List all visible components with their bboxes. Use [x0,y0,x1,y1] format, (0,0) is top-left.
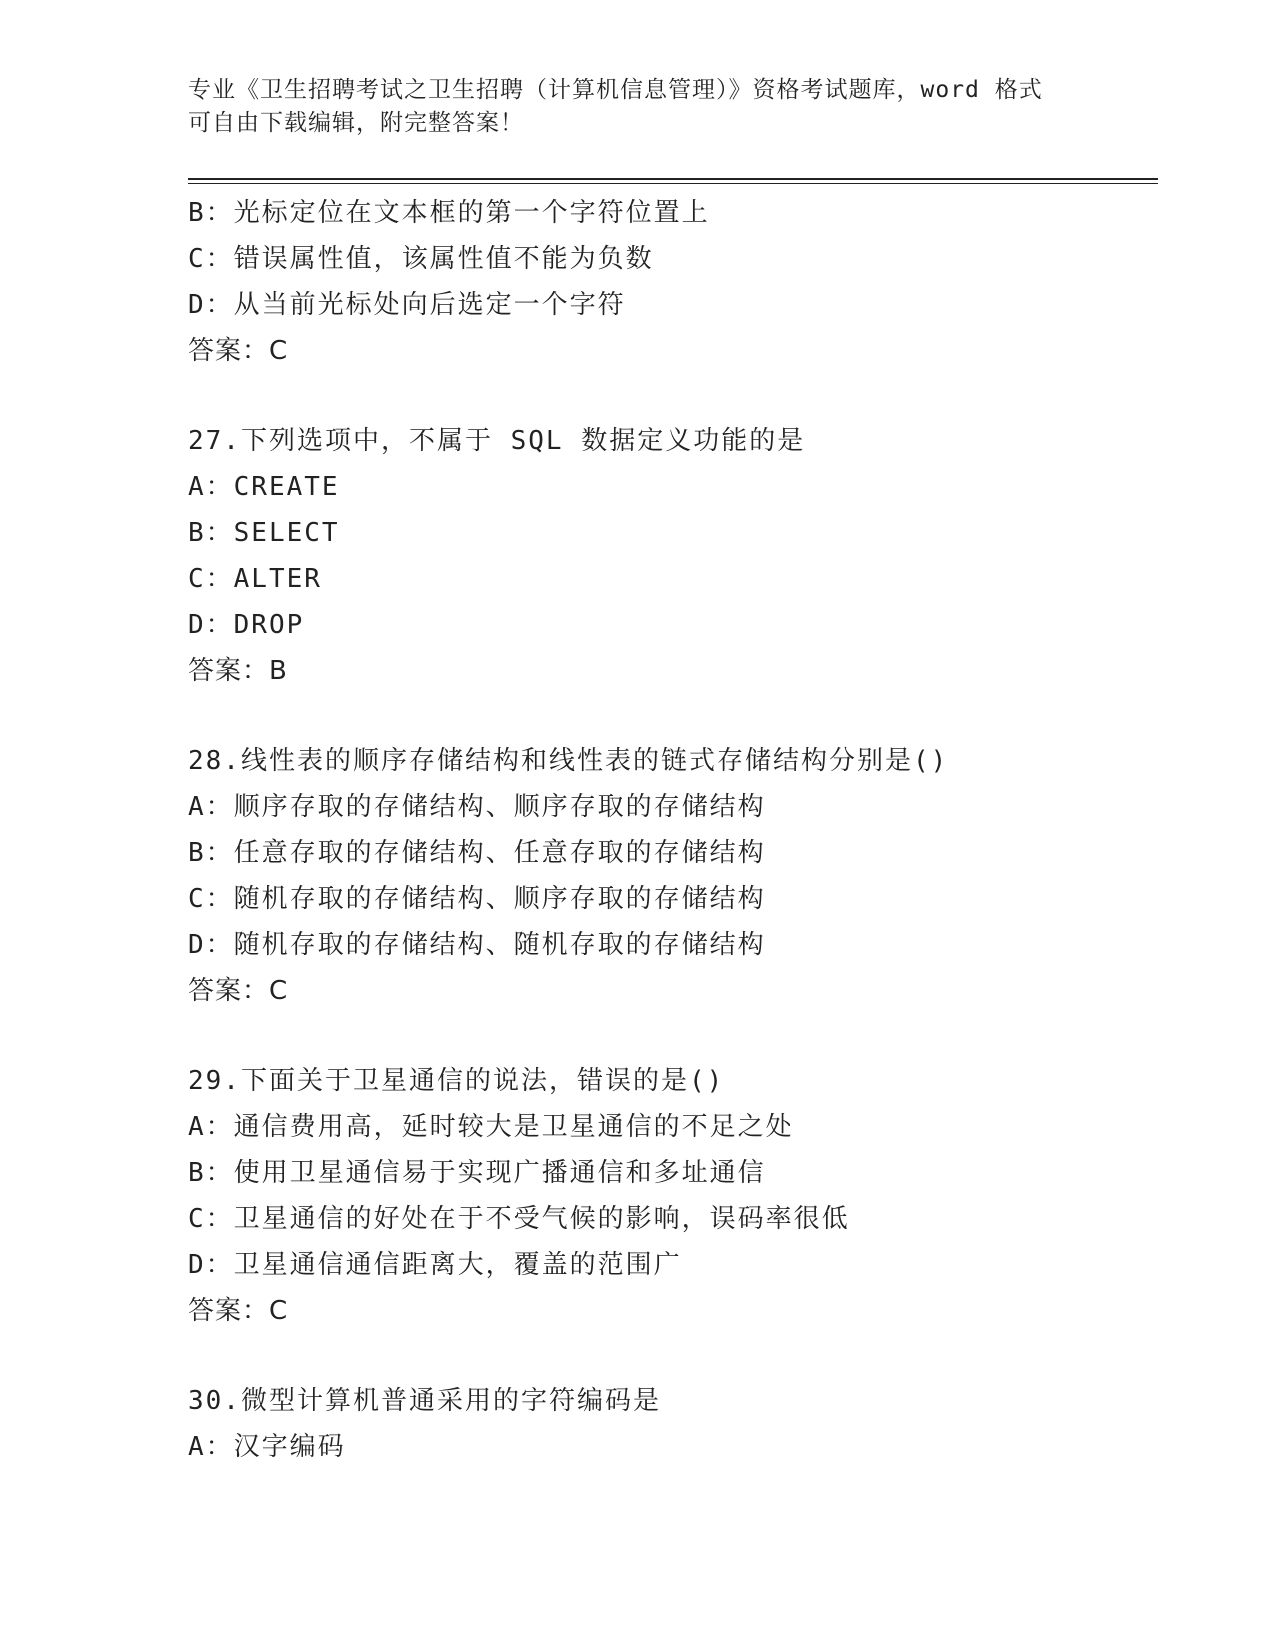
option-b: B：光标定位在文本框的第一个字符位置上 [188,198,710,228]
question-block-29 [188,1058,1168,1334]
question-content [188,190,1168,1470]
option-d: D：从当前光标处向后选定一个字符 [188,290,626,320]
question-stem: 30.微型计算机普通采用的字符编码是 [188,1386,661,1416]
question-spacer [188,694,1168,738]
option-c: C：卫星通信的好处在于不受气候的影响，误码率很低 [188,1204,850,1234]
question-stem: 27.下列选项中，不属于 SQL 数据定义功能的是 [188,426,806,456]
question-stem: 28.线性表的顺序存储结构和线性表的链式存储结构分别是() [188,746,949,776]
header-divider-thick [188,178,1158,180]
question-block-27 [188,418,1168,694]
question-spacer [188,1014,1168,1058]
option-a: A：通信费用高，延时较大是卫星通信的不足之处 [188,1112,794,1142]
option-c: C：随机存取的存储结构、顺序存取的存储结构 [188,884,766,914]
option-a: A：顺序存取的存储结构、顺序存取的存储结构 [188,792,766,822]
answer-line: 答案：C [188,336,289,366]
answer-line: 答案：B [188,656,288,686]
header-line-2: 可自由下载编辑，附完整答案！ [188,110,524,136]
option-d: D：随机存取的存储结构、随机存取的存储结构 [188,930,766,960]
option-b: B：SELECT [188,518,340,548]
question-block-26-continued [188,190,1168,374]
answer-line: 答案：C [188,1296,289,1326]
question-spacer [188,374,1168,418]
option-a: A：CREATE [188,472,340,502]
option-b: B：任意存取的存储结构、任意存取的存储结构 [188,838,766,868]
question-spacer [188,1334,1168,1378]
option-d: D：DROP [188,610,305,640]
option-a: A：汉字编码 [188,1432,346,1462]
question-block-30 [188,1378,1168,1470]
option-c: C：错误属性值，该属性值不能为负数 [188,244,654,274]
option-d: D：卫星通信通信距离大，覆盖的范围广 [188,1250,682,1280]
option-b: B：使用卫星通信易于实现广播通信和多址通信 [188,1158,766,1188]
question-block-28 [188,738,1168,1014]
option-c: C：ALTER [188,564,322,594]
answer-line: 答案：C [188,976,289,1006]
question-stem: 29.下面关于卫星通信的说法，错误的是() [188,1066,725,1096]
header-divider-thin [188,183,1158,184]
document-header [188,74,1088,140]
header-line-1: 专业《卫生招聘考试之卫生招聘（计算机信息管理）》资格考试题库，word 格式 [188,77,1043,103]
